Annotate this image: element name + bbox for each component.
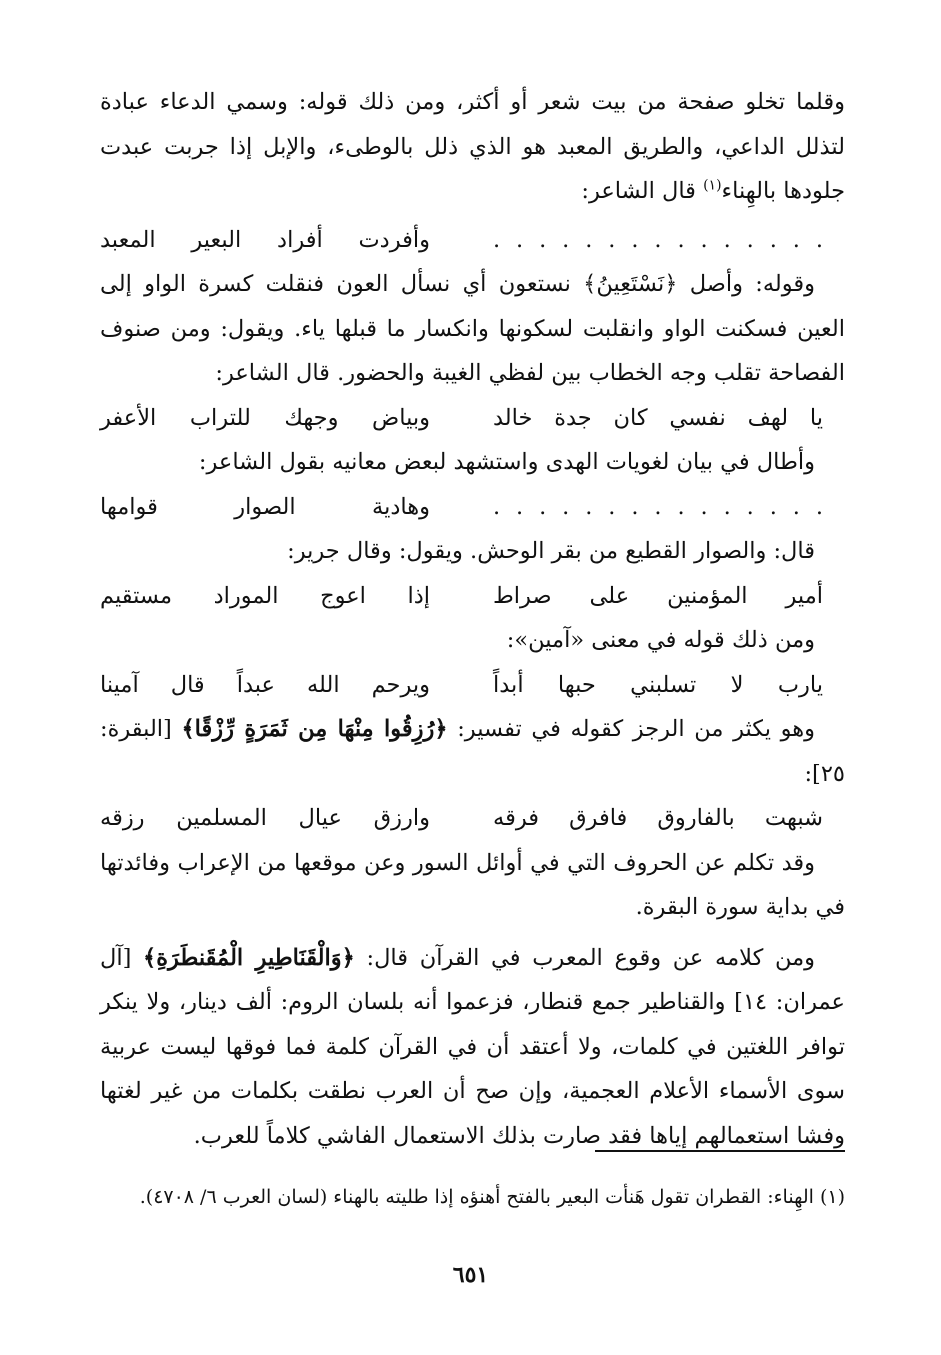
- paragraph-1-text: وقلما تخلو صفحة من بيت شعر أو أكثر، ومن ذلك قوله: وسمي الدعاء عبادة لتذلل الداعي، والطريق المعبد هو الذي ذلل بالوطىء، والإبل إذا جربت عبدت جلودها بالهِناء: [100, 89, 845, 204]
- verse-5-hemistich-2: ويرحم الله عبداً قال آمينا: [100, 671, 430, 698]
- paragraph-7: وقد تكلم عن الحروف التي في أوائل السور وعن موقعها من الإعراب وفائدتها في بداية سورة البقرة.: [100, 849, 845, 920]
- footnote-ref[interactable]: (١): [703, 177, 722, 194]
- verse-3-hemistich-2: وهادية الصوار قوامها: [100, 493, 430, 520]
- footnote-divider: [595, 1150, 845, 1152]
- paragraph-8: [100, 936, 845, 1159]
- verse-4-hemistich-2: إذا اعوج الموراد مستقيم: [100, 582, 430, 609]
- verse-5-hemistich-1: يارب لا تسلبني حبها أبداً: [493, 671, 823, 698]
- verse-1-hemistich-1: . . . . . . . . . . . . . . .: [493, 226, 823, 253]
- verse-6-hemistich-1: شبهت بالفاروق فافرق فرقه: [493, 805, 823, 831]
- verse-4: [100, 574, 845, 619]
- verse-3: [100, 485, 845, 530]
- paragraph-1: [100, 80, 845, 214]
- paragraph-6-text: وهو يكثر من الرجز كقوله في تفسير:: [447, 716, 815, 742]
- verse-2: [100, 396, 845, 441]
- paragraph-3: وأطال في بيان لغويات الهدى واستشهد لبعض معانيه بقول الشاعر:: [198, 449, 815, 475]
- surah-reference: [البقرة: ٢٥]:: [100, 716, 845, 787]
- paragraph-5: ومن ذلك قوله في معنى «آمين»:: [506, 627, 815, 653]
- paragraph-8-text: ومن كلامه عن وقوع المعرب في القرآن قال:: [354, 944, 815, 971]
- footnote: (١) الهِناء: القطران تقول هَنأت البعير بالفتح أهنؤه إذا طليته بالهناء (لسان العرب ٦/ ٤٧٠٨).: [139, 1186, 845, 1208]
- verse-1: [100, 218, 845, 263]
- verse-5: [100, 663, 845, 708]
- verse-1-hemistich-2: وأفردت أفراد البعير المعبد: [100, 226, 430, 253]
- paragraph-2: وقوله: وأصل ﴿نَسْتَعِينُ﴾ نستعون أي نسأل العون فنقلت كسرة الواو إلى العين فسكنت الواو وانقلبت لسكونها وانكسار ما قبلها ياء. ويقول: ومن صنوف الفصاحة تقلب وجه الخطاب بين لفظي الغيبة والحضور. قال الشاعر:: [100, 271, 845, 386]
- verse-2-hemistich-2: وبياض وجهك للتراب الأعفر: [100, 404, 430, 431]
- paragraph-8-tail: [آل عمران: ١٤] والقناطير جمع قنطار، فزعموا أنه بلسان الروم: ألف دينار، ولا ينكر توافر اللغتين في كلمات، ولا أعتقد أن في القرآن كلمة فما فوقها ليست عربية سوى الأسماء الأعلام العجمية، وإن صح أن العرب نطقت بكلمات من غير لغتها وفشا استعمالهم إياها فقد صارت بذلك الاستعمال الفاشي كلاماً للعرب.: [100, 944, 845, 1149]
- paragraph-4: قال: والصوار القطيع من بقر الوحش. ويقول: وقال جرير:: [287, 538, 815, 564]
- verse-3-hemistich-1: . . . . . . . . . . . . . . .: [493, 493, 823, 520]
- verse-2-hemistich-1: يا لهف نفسي كان جدة خالد: [493, 404, 823, 431]
- verse-4-hemistich-1: أمير المؤمنين على صراط: [493, 582, 823, 609]
- verse-6: [100, 796, 845, 841]
- quran-quote: ﴿رُزِقُوا مِنْهَا مِن ثَمَرَةٍ رِّزْقًا﴾: [181, 716, 448, 742]
- quran-quote-2: ﴿وَالْقَنَاطِيرِ الْمُقَنطَرَةِ﴾: [143, 944, 355, 971]
- verse-6-hemistich-2: وارزق عيال المسلمين رزقه: [100, 805, 430, 831]
- paragraph-1-tail: قال الشاعر:: [581, 178, 704, 204]
- main-text: [100, 80, 845, 1158]
- paragraph-6: [100, 707, 845, 796]
- page-number: ٦٥١: [452, 1262, 489, 1288]
